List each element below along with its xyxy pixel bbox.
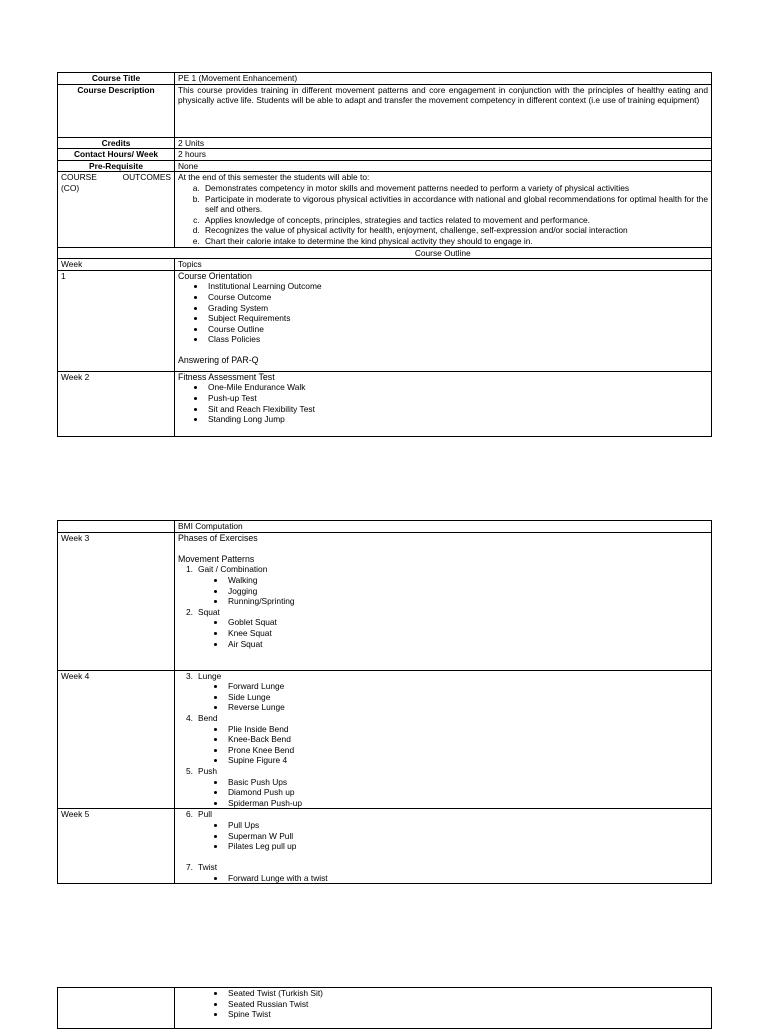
- list-item: • Sit and Reach Flexibility Test: [206, 404, 708, 415]
- list-item: • Plie Inside Bend: [226, 724, 708, 735]
- course-info-table: [57, 72, 712, 437]
- pattern-gait: Gait / Combination: [198, 564, 268, 575]
- pattern-lunge: Lunge: [198, 670, 222, 681]
- week3-row: [58, 532, 712, 670]
- pattern-bend: Bend: [198, 712, 218, 723]
- list-item: • Superman W Pull: [226, 831, 708, 842]
- pull-list: [198, 820, 708, 852]
- list-item: • Spine Twist: [226, 1009, 708, 1020]
- bmi-empty: [58, 521, 175, 533]
- contact-hours-row: [58, 149, 712, 161]
- list-item: • Diamond Push up: [226, 787, 708, 798]
- week2-topics: [175, 371, 712, 436]
- course-outline-empty: [58, 247, 175, 259]
- list-item: • Seated Twist (Turkish Sit): [226, 988, 708, 999]
- week3-topics: [175, 532, 712, 670]
- outcome-item: e. Chart their calorie intake to determine the kind physical activity they should to engage in.: [202, 236, 708, 247]
- movement-table: [57, 520, 712, 884]
- contact-hours-label: Contact Hours/ Week: [58, 149, 175, 161]
- course-outline-heading-row: [58, 247, 712, 259]
- week1-extra: Answering of PAR-Q: [178, 355, 259, 366]
- bend-list: [198, 724, 708, 766]
- list-item: • Walking: [226, 575, 708, 586]
- list-item: • Course Outcome: [206, 292, 708, 303]
- week-header-row: [58, 259, 712, 271]
- list-item: • Pilates Leg pull up: [226, 841, 708, 852]
- week5-patterns-cont: 7. Twist • Forward Lunge with a twist: [178, 862, 708, 883]
- course-description-label: Course Description: [58, 84, 175, 137]
- prerequisite-row: [58, 160, 712, 172]
- co-label-sub: (CO): [61, 182, 80, 193]
- list-item: • Standing Long Jump: [206, 414, 708, 425]
- prerequisite-label: Pre-Requisite: [58, 160, 175, 172]
- week5-topics: [175, 809, 712, 884]
- list-item: • One-Mile Endurance Walk: [206, 382, 708, 393]
- list-item: • Forward Lunge: [226, 681, 708, 692]
- list-item: • Push-up Test: [206, 393, 708, 404]
- week5-label: Week 5: [58, 809, 175, 884]
- week2-label: Week 2: [58, 371, 175, 436]
- week4-topics: [175, 670, 712, 809]
- list-item: • Basic Push Ups: [226, 777, 708, 788]
- pattern-pull: Pull: [198, 809, 212, 820]
- prerequisite-value: None: [175, 160, 712, 172]
- week1-title: Course Orientation: [178, 270, 252, 281]
- topics-header: Topics: [175, 259, 712, 271]
- list-item: • Supine Figure 4: [226, 755, 708, 766]
- list-item: • Knee-Back Bend: [226, 734, 708, 745]
- credits-row: [58, 137, 712, 149]
- outcome-item: d. Recognizes the value of physical activity for health, enjoyment, challenge, self-expression and/or social interaction: [202, 225, 708, 236]
- credits-label: Credits: [58, 137, 175, 149]
- course-title-label: Course Title: [58, 73, 175, 85]
- list-item: • Goblet Squat: [226, 617, 708, 628]
- list-item: • Subject Requirements: [206, 313, 708, 324]
- list-item: • Reverse Lunge: [226, 702, 708, 713]
- list-item: • Course Outline: [206, 324, 708, 335]
- gait-list: [198, 575, 708, 607]
- week5-patterns: 6. Pull • Pull Ups • Superman W Pull • Pilates Leg pull up: [178, 809, 708, 851]
- list-item: • Running/Sprinting: [226, 596, 708, 607]
- list-item: • Prone Knee Bend: [226, 745, 708, 756]
- week3-title: Phases of Exercises: [178, 532, 258, 543]
- course-title-row: [58, 73, 712, 85]
- contact-hours-value: 2 hours: [175, 149, 712, 161]
- course-title-value: PE 1 (Movement Enhancement): [175, 73, 712, 85]
- squat-list: [198, 617, 708, 649]
- week1-row: [58, 270, 712, 371]
- co-label-word: OUTCOMES: [122, 172, 171, 183]
- week1-list: [178, 281, 708, 345]
- outcome-item: b. Participate in moderate to vigorous physical activities in accordance with national and global recommendations for optimal health for the self and others.: [202, 194, 708, 215]
- twist-continued-list: [178, 988, 708, 1020]
- lunge-list: [198, 681, 708, 713]
- list-item: • Forward Lunge with a twist: [226, 873, 708, 884]
- week4-patterns: 3. Lunge • Forward Lunge • Side Lunge • Reverse Lunge 4. Bend • Plie Inside Bend • Knee-Back Bend • Prone Knee Bend • Supine Figure 4 5. Push • Basic Push Ups • Diamond Push up • Spiderman Push-up: [178, 671, 708, 809]
- twist-continued-row: [58, 988, 712, 1029]
- week3-patterns: 1. Gait / Combination • Walking • Jogging • Running/Sprinting 2. Squat • Goblet Squat • Knee Squat • Air Squat: [178, 564, 708, 649]
- course-outcomes-row: [58, 172, 712, 247]
- pattern-twist: Twist: [198, 862, 218, 873]
- week2-title: Fitness Assessment Test: [178, 371, 275, 382]
- outcome-item: a. Demonstrates competency in motor skills and movement patterns needed to perform a variety of physical activities: [202, 183, 708, 194]
- week4-row: [58, 670, 712, 809]
- list-item: • Jogging: [226, 586, 708, 597]
- list-item: • Spiderman Push-up: [226, 798, 708, 809]
- twist-continued-empty: [58, 988, 175, 1029]
- course-outcomes-value: [175, 172, 712, 247]
- week-header: Week: [58, 259, 175, 271]
- week3-label: Week 3: [58, 532, 175, 670]
- pattern-squat: Squat: [198, 606, 220, 617]
- bmi-value: BMI Computation: [175, 521, 712, 533]
- course-description-value: This course provides training in different movement patterns and core engagement in conjunction with the principles of healthy eating and physically active life. Students will be able to adapt and transfer the movement competency in different context (i.e use of training equipment): [175, 84, 712, 137]
- week1-label: 1: [58, 270, 175, 371]
- week1-topics: [175, 270, 712, 371]
- course-outcomes-label: [58, 172, 175, 247]
- list-item: • Knee Squat: [226, 628, 708, 639]
- credits-value: 2 Units: [175, 137, 712, 149]
- week2-list: [178, 382, 708, 424]
- list-item: • Side Lunge: [226, 692, 708, 703]
- list-item: • Institutional Learning Outcome: [206, 281, 708, 292]
- list-item: • Air Squat: [226, 639, 708, 650]
- list-item: • Class Policies: [206, 334, 708, 345]
- outcome-item: c. Applies knowledge of concepts, principles, strategies and tactics related to movement and performance.: [202, 215, 708, 226]
- week2-row: [58, 371, 712, 436]
- twist-list: [198, 873, 708, 884]
- week5-row: [58, 809, 712, 884]
- week4-label: Week 4: [58, 670, 175, 809]
- pattern-push: Push: [198, 765, 218, 776]
- course-outline-heading: Course Outline: [175, 247, 712, 259]
- outcomes-list: [178, 183, 708, 247]
- list-item: • Grading System: [206, 303, 708, 314]
- co-intro: At the end of this semester the students will able to:: [178, 172, 370, 183]
- twist-continued-table: [57, 987, 712, 1029]
- course-description-row: [58, 84, 712, 137]
- bmi-row: [58, 521, 712, 533]
- list-item: • Pull Ups: [226, 820, 708, 831]
- movement-patterns-heading: Movement Patterns: [178, 553, 255, 564]
- push-list: [198, 777, 708, 809]
- list-item: • Seated Russian Twist: [226, 999, 708, 1010]
- twist-continued-topics: [175, 988, 712, 1029]
- co-label-word: COURSE: [61, 172, 97, 183]
